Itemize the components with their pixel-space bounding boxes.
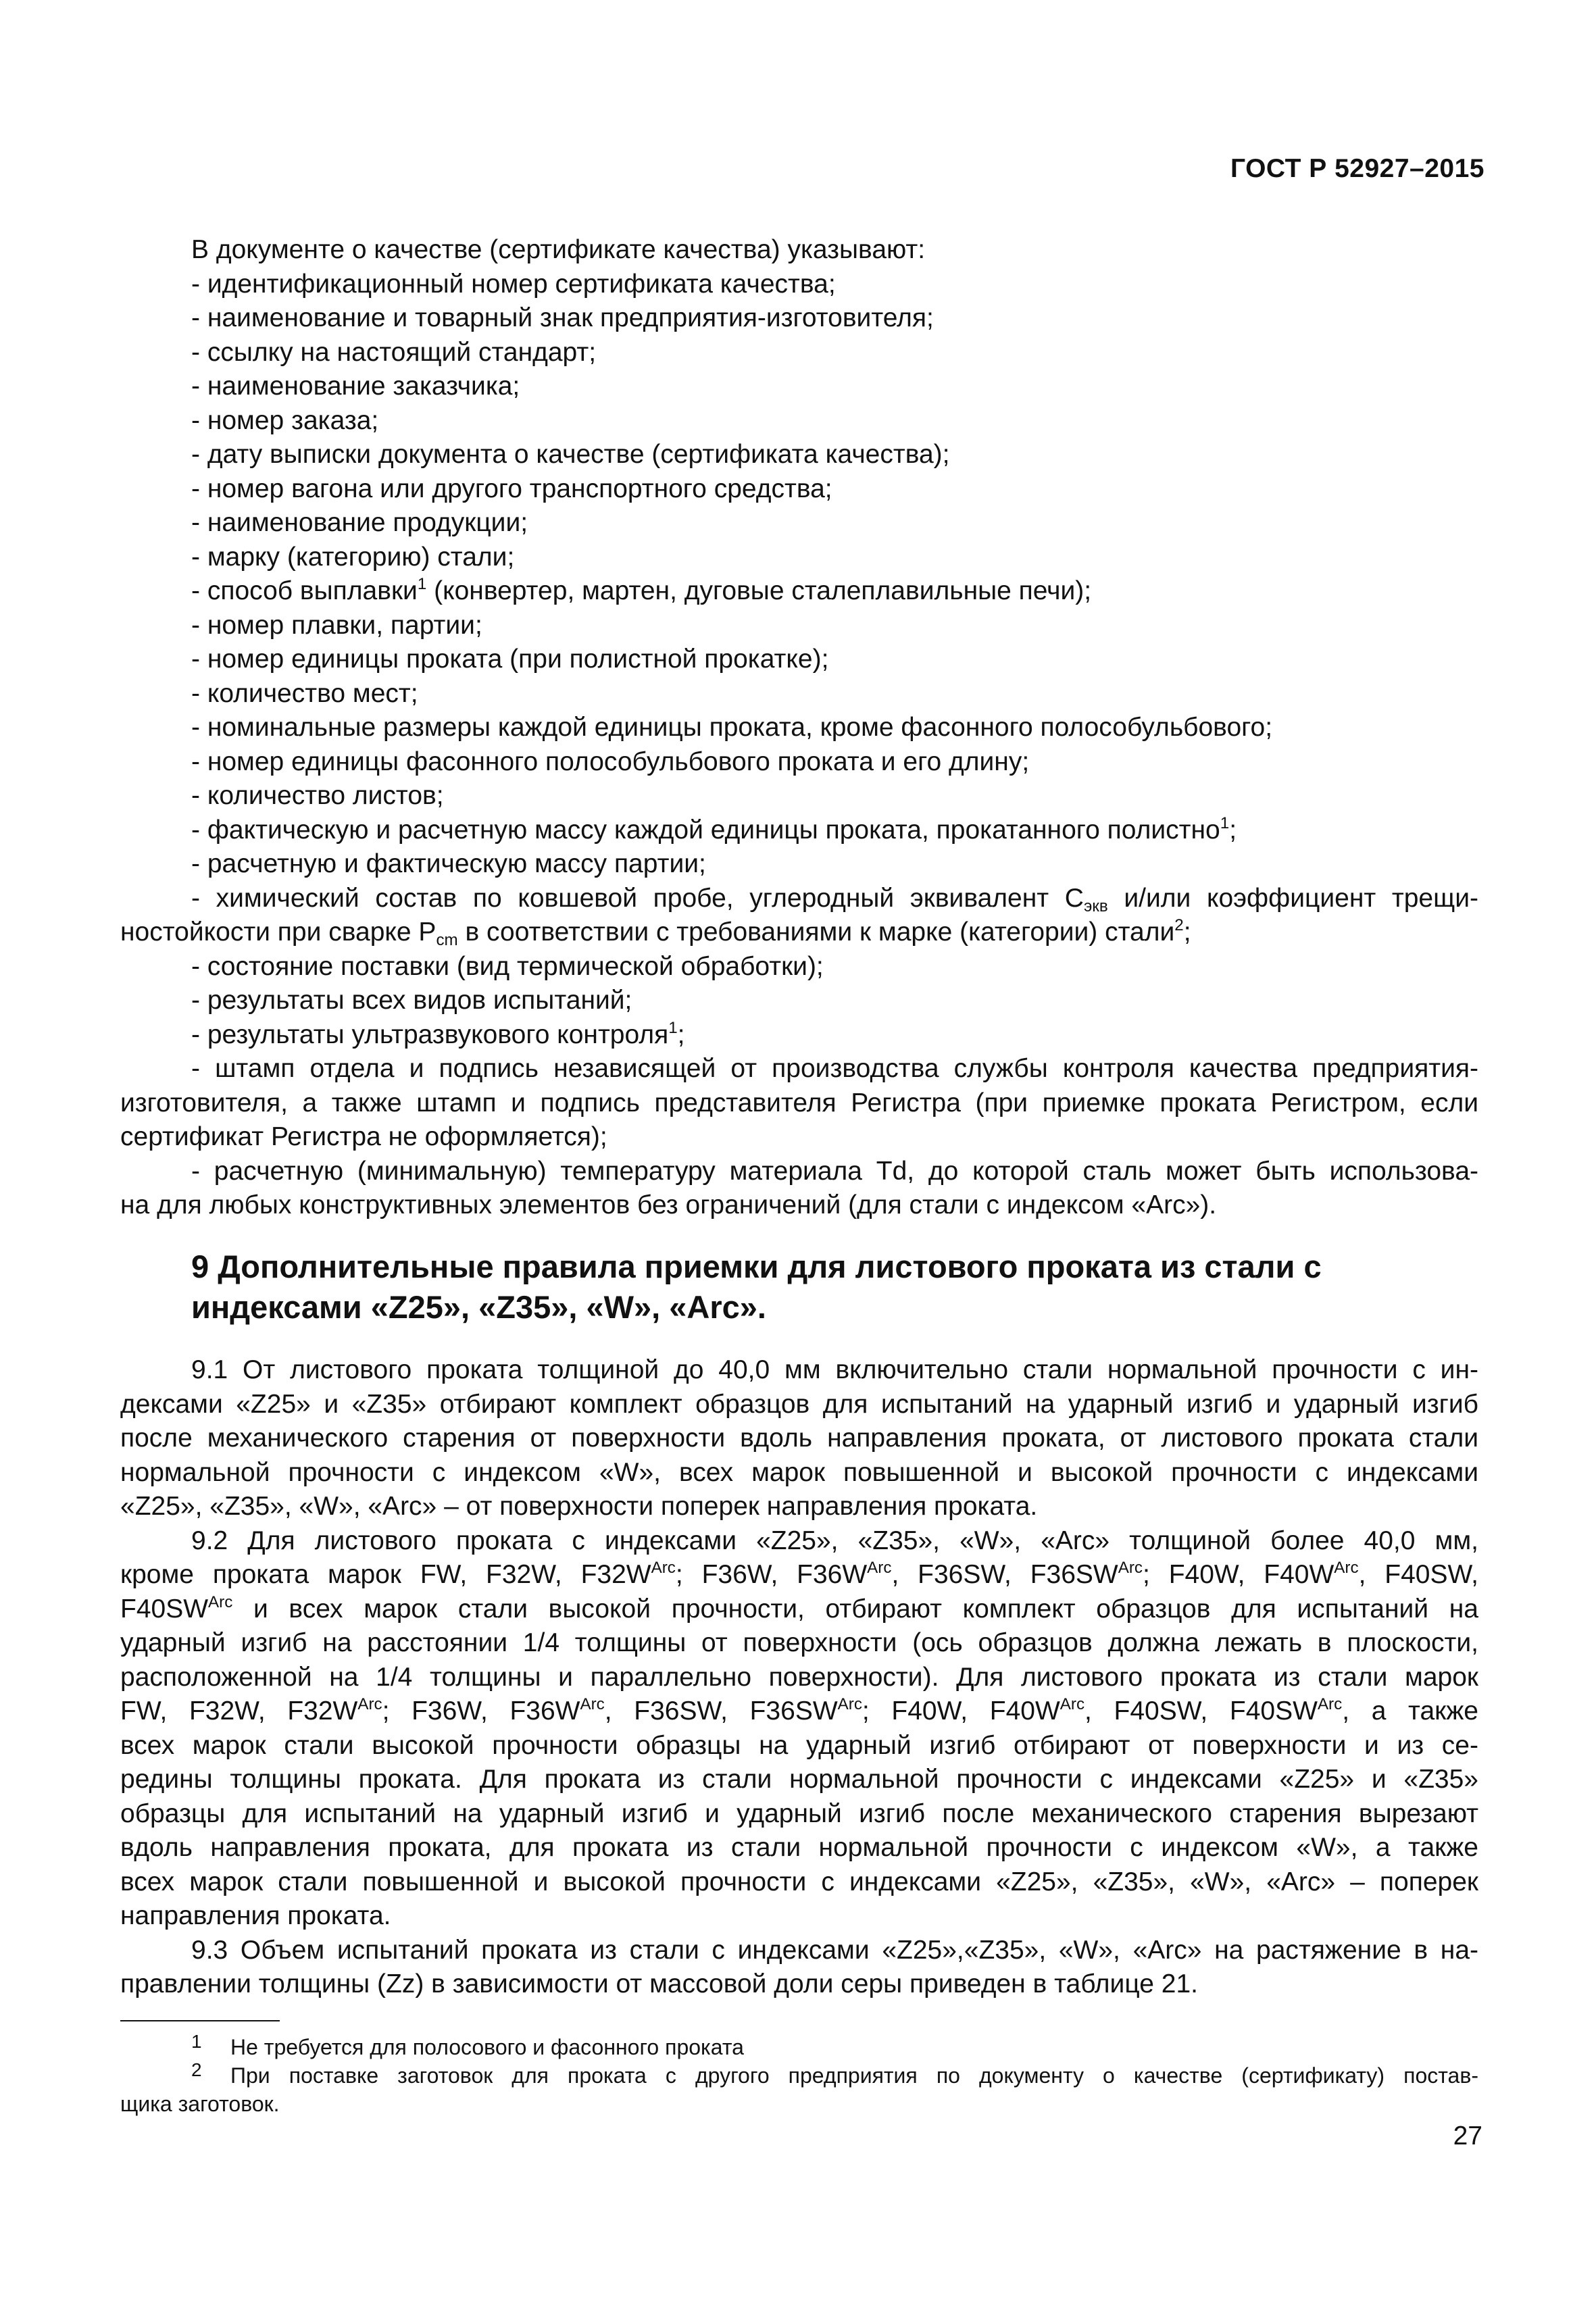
- list-item: - расчетную (минимальную) температуру материала Td, до которой сталь может быть использова-: [191, 1156, 1478, 1186]
- list-item: - количество мест;: [191, 678, 418, 708]
- list-item: - дату выписки документа о качестве (сертификата качества);: [191, 440, 950, 469]
- footnote-ref: 1: [417, 575, 427, 594]
- subscript: cm: [436, 931, 458, 950]
- paragraph-line: направления проката.: [120, 1901, 391, 1930]
- list-item-continuation: на для любых конструктивных элементов без ограничений (для стали с индексом «Arc»).: [120, 1190, 1217, 1219]
- superscript: Arc: [1118, 1559, 1143, 1578]
- footnote-ref: 1: [668, 1018, 678, 1037]
- section-body: [120, 1353, 1478, 2002]
- page-number: 27: [1453, 2121, 1482, 2150]
- list-item-text: - результаты ультразвукового контроля: [191, 1020, 669, 1049]
- superscript: Arc: [1059, 1695, 1085, 1714]
- list-item: - состояние поставки (вид термической обработки);: [191, 951, 824, 981]
- text-run: , F36SW, F36SW: [891, 1560, 1118, 1589]
- text-run: , F40SW,: [1358, 1560, 1478, 1589]
- text-run: , F36SW, F36SW: [604, 1696, 838, 1726]
- list-item-continuation: [120, 915, 1478, 950]
- list-item: - штамп отдела и подпись независящей от производства службы контроля качества предприятия-: [191, 1054, 1478, 1083]
- list-item-text: ;: [1229, 815, 1237, 845]
- list-item-text: - способ выплавки: [191, 576, 418, 605]
- paragraph-line: 9.2 Для листового проката с индексами «Z25», «Z35», «W», «Arc» толщиной более 40,0 мм,: [191, 1526, 1478, 1555]
- list-item-text: - химический состав по ковшевой пробе, углеродный эквивалент C: [191, 883, 1084, 913]
- list-item-text: - фактическую и расчетную массу каждой единицы проката, прокатанного полистно: [191, 815, 1220, 845]
- list-item-text: (конвертер, мартен, дуговые сталеплавильные печи);: [426, 576, 1092, 605]
- footnote: [120, 2059, 1478, 2090]
- list-item-continuation: изготовителя, а также штамп и подпись представителя Регистра (при приемке проката Регистром, если: [120, 1088, 1478, 1117]
- text-run: ; F36W, F36W: [675, 1560, 868, 1589]
- footnote-ref: 1: [1220, 813, 1230, 832]
- list-item: - номер плавки, партии;: [191, 610, 482, 640]
- list-item: - марку (категорию) стали;: [191, 542, 515, 572]
- list-item: - результаты всех видов испытаний;: [191, 986, 632, 1015]
- paragraph-line: ударный изгиб на расстоянии 1/4 толщины от поверхности (ось образцов должна лежать в плоскости,: [120, 1628, 1478, 1657]
- paragraph-line: дексами «Z25» и «Z35» отбирают комплект образцов для испытаний на ударный изгиб и ударный изгиб: [120, 1389, 1478, 1419]
- list-item: - идентификационный номер сертификата качества;: [191, 269, 836, 299]
- list-item: [120, 882, 1478, 916]
- list-item: - наименование заказчика;: [191, 372, 520, 401]
- paragraph-line: 9.3 Объем испытаний проката из стали с индексами «Z25»,«Z35», «W», «Arc» на растяжение в на-: [191, 1935, 1478, 1965]
- paragraph-line: образцы для испытаний на ударный изгиб и ударный изгиб после механического старения вырезают: [120, 1799, 1478, 1828]
- list-item: - наименование продукции;: [191, 508, 528, 537]
- list-item-text: ;: [1183, 917, 1191, 947]
- list-item: [120, 1018, 1478, 1053]
- paragraph-line: вдоль направления проката, для проката из стали нормальной прочности с индексом «W», а также: [120, 1833, 1478, 1862]
- paragraph-line: после механического старения от поверхности вдоль направления проката, от листового проката стали: [120, 1424, 1478, 1453]
- list-item: [120, 813, 1478, 848]
- certificate-requirements: [120, 233, 1478, 1223]
- footnote-continuation: щика заготовок.: [120, 2092, 280, 2116]
- list-item: - номер заказа;: [191, 405, 379, 435]
- paragraph-line: расположенной на 1/4 толщины и параллельно поверхности). Для листового проката из стали марок: [120, 1662, 1478, 1692]
- list-item: - ссылку на настоящий стандарт;: [191, 337, 597, 367]
- list-item: - количество листов;: [191, 781, 444, 810]
- superscript: Arc: [1317, 1695, 1343, 1714]
- superscript: Arc: [357, 1695, 382, 1714]
- text-run: , F40SW, F40SW: [1084, 1696, 1318, 1726]
- list-item-text: ностойкости при сварке P: [120, 917, 437, 947]
- superscript: Arc: [208, 1592, 233, 1611]
- section-heading-line: индексами «Z25», «Z35», «W», «Arc».: [191, 1289, 766, 1325]
- section-heading: [191, 1247, 1462, 1328]
- footnote-number: 2: [191, 2059, 202, 2080]
- footnote-divider: [120, 2020, 280, 2021]
- superscript: Arc: [837, 1695, 862, 1714]
- paragraph-line: правлении толщины (Zz) в зависимости от массовой доли серы приведен в таблице 21.: [120, 1969, 1198, 1998]
- footnote: [120, 2031, 1478, 2062]
- list-item-text: и/или коэффициент трещи-: [1107, 883, 1478, 913]
- paragraph-line: 9.1 От листового проката толщиной до 40,0 мм включительно стали нормальной прочности с ин-: [191, 1355, 1478, 1384]
- superscript: Arc: [867, 1559, 892, 1578]
- paragraph-line: нормальной прочности с индексом «W», всех марок повышенной и высокой прочности с индексами: [120, 1457, 1478, 1487]
- list-item: - наименование и товарный знак предприятия-изготовителя;: [191, 303, 934, 332]
- superscript: Arc: [580, 1695, 605, 1714]
- list-item-text: ;: [677, 1020, 685, 1049]
- superscript: Arc: [1334, 1559, 1359, 1578]
- subscript: экв: [1083, 897, 1108, 915]
- standard-code: ГОСТ Р 52927–2015: [1230, 154, 1485, 183]
- text-run: ; F40W, F40W: [1143, 1560, 1335, 1589]
- list-item: - номер единицы фасонного полособульбового проката и его длину;: [191, 747, 1030, 776]
- paragraph-line: «Z25», «Z35», «W», «Arc» – от поверхности поперек направления проката.: [120, 1492, 1038, 1521]
- text-run: FW, F32W, F32W: [120, 1696, 358, 1726]
- footnote-number: 1: [191, 2031, 202, 2052]
- paragraph-line: всех марок стали повышенной и высокой прочности с индексами «Z25», «Z35», «W», «Arc» – поперек: [120, 1867, 1478, 1896]
- list-item: - номинальные размеры каждой единицы проката, кроме фасонного полособульбового;: [191, 713, 1273, 742]
- paragraph-line: [120, 1592, 1478, 1627]
- list-item: - номер вагона или другого транспортного средства;: [191, 474, 832, 503]
- text-run: и всех марок стали высокой прочности, отбирают комплект образцов для испытаний на: [232, 1594, 1478, 1624]
- certificate-intro: В документе о качестве (сертификате качества) указывают:: [191, 235, 926, 264]
- footnote-ref: 2: [1174, 916, 1184, 935]
- footnote-text: Не требуется для полосового и фасонного проката: [230, 2035, 744, 2059]
- list-item: [120, 574, 1478, 609]
- text-run: кроме проката марок FW, F32W, F32W: [120, 1560, 651, 1589]
- footnotes: [120, 2031, 1478, 2118]
- list-item: - расчетную и фактическую массу партии;: [191, 849, 706, 878]
- list-item-continuation: сертификат Регистра не оформляется);: [120, 1122, 607, 1151]
- text-run: ; F40W, F40W: [862, 1696, 1060, 1726]
- list-item-text: в соответствии с требованиями к марке (категории) стали: [457, 917, 1175, 947]
- paragraph-line: редины толщины проката. Для проката из стали нормальной прочности с индексами «Z25» и «Z35»: [120, 1765, 1478, 1794]
- superscript: Arc: [651, 1559, 676, 1578]
- footnote-text: При поставке заготовок для проката с другого предприятия по документу о качестве (сертификату) постав-: [230, 2063, 1478, 2088]
- paragraph-line: всех марок стали высокой прочности образцы на ударный изгиб отбирают от поверхности и из се-: [120, 1730, 1478, 1760]
- text-run: F40SW: [120, 1594, 209, 1624]
- paragraph-line: [120, 1558, 1478, 1592]
- section-heading-line: 9 Дополнительные правила приемки для листового проката из стали с: [191, 1249, 1322, 1284]
- paragraph-line: [120, 1694, 1478, 1729]
- list-item: - номер единицы проката (при полистной прокатке);: [191, 645, 829, 674]
- text-run: ; F36W, F36W: [382, 1696, 580, 1726]
- text-run: , а также: [1342, 1696, 1479, 1726]
